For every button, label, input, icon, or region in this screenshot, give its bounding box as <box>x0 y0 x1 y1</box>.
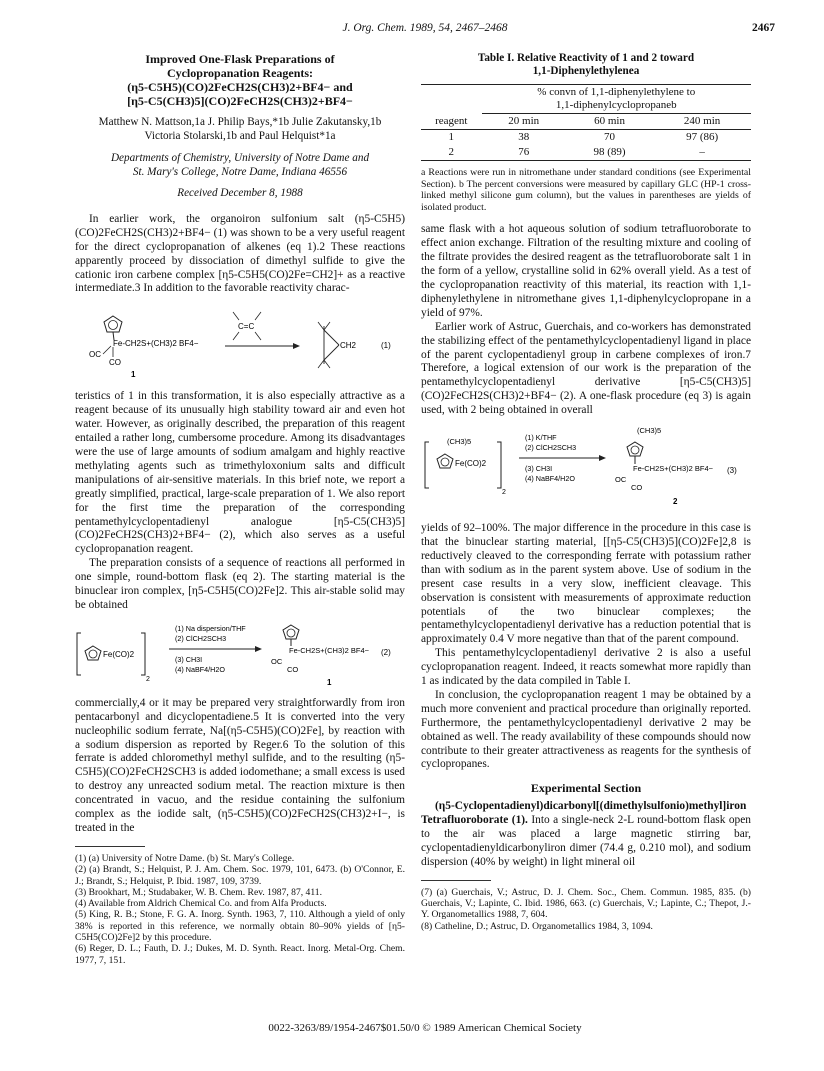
dimer-formula: Fe(CO)2 <box>455 459 487 469</box>
equation-number-2: (2) <box>381 647 391 657</box>
footnote-5: (5) King, R. B.; Stone, F. G. A. Inorg. Synth. 1963, 7, 110. Although a yield of only 38% is reported in this reference, we normally obtain 80–90% yields of [η5-C5H5(CO)2Fe]2 by this procedure. <box>75 909 405 943</box>
step-1: (1) K/THF <box>525 433 557 443</box>
experimental-paragraph <box>421 800 751 870</box>
product-label: 1 <box>327 677 332 687</box>
product-oc: OC <box>271 656 283 666</box>
equation-3-scheme <box>421 424 751 516</box>
paragraph-potassium: yields of 92–100%. The major difference in the procedure in this case is that the binuclear starting material, [[η5-C5(CH3)5](CO)2Fe]2,8 is reductively cleaved to the corresponding ferrate with potassium rather than with sodium as in the parent system above. Use of sodium in the present case results in a very slow, inefficient cleavage. This observation is consistent with measurements of approximate reduction potentials of the two binuclear complexes; the pentamethylcyclopentadienyl derivative has a reduction potential that is approximately 0.4 V more negative than that of the parent compound. <box>421 522 751 646</box>
step-2: (2) ClCH2SCH3 <box>175 633 227 643</box>
right-column <box>421 52 751 932</box>
table-row: 2 76 98 (89) – <box>421 145 751 161</box>
footnote-2: (2) (a) Brandt, S.; Helquist, P. J. Am. Chem. Soc. 1979, 101, 6473. (b) O'Connor, E. J.; Brandt, S.; Helquist, P. Ibid. 1987, 109, 3739. <box>75 864 405 887</box>
footnote-8: (8) Catheline, D.; Astruc, D. Organometallics 1984, 3, 1094. <box>421 920 653 932</box>
experimental-subheading: (η5-Cyclopentadienyl)dicarbonyl[(dimethylsulfonio)methyl]iron Tetrafluoroborate (1). <box>421 800 747 827</box>
cp-star-substituent: (CH3)5 <box>447 437 472 447</box>
col-20-min: 20 min <box>482 114 566 130</box>
step-4: (4) NaBF4/H2O <box>525 474 575 484</box>
dimer-subscript: 2 <box>502 489 506 497</box>
equation-2-scheme <box>75 619 405 691</box>
paragraph-derivative-2: This pentamethylcyclopentadienyl derivative 2 is also a useful cyclopropanation reagent. Indeed, it reacts somewhat more rapidly than 1 as indicated by the data compiled in Table I. <box>421 647 751 688</box>
product-cp-star-substituent: (CH3)5 <box>637 426 662 436</box>
footnote-6: (6) Reger, D. L.; Fauth, D. J.; Dukes, M. D. Synth. React. Inorg. Metal-Org. Chem. 1977, 7, 151. <box>75 943 405 966</box>
dimer-subscript: 2 <box>146 675 150 683</box>
step-3: (3) CH3I <box>175 654 203 664</box>
table-header-row <box>421 114 751 130</box>
article-title: Improved One-Flask Preparations of Cyclopropanation Reagents: (η5-C5H5)(CO)2FeCH2S(CH3)2+BF4− and [η5-C5(CH3)5](CO)2FeCH2S(CH3)2+BF4− <box>127 52 353 108</box>
step-2: (2) ClCH2SCH3 <box>525 443 577 453</box>
paragraph-conclusion: In conclusion, the cyclopropanation reagent 1 may be obtained by a much more convenient and practical procedure than originally reported. Furthermore, the pentamethylcyclopentadienyl derivative 2 may be obtained as well. The ready availability of these compounds should now contribute to their greater attractiveness as reagents for the synthesis of cyclopropanes. <box>421 688 751 771</box>
ring-aromatic-circle <box>109 321 118 330</box>
dimer-formula: Fe(CO)2 <box>103 649 135 659</box>
product-co: CO <box>631 483 643 493</box>
product-co: CO <box>287 664 299 674</box>
paragraph-astruc: Earlier work of Astruc, Guerchais, and co-workers has demonstrated the stabilizing effect of the pentamethylcyclopentadienyl ligand in place of the parent cyclopentadienyl group in carbene complexes of iron.7 Therefore, a logical extension of our work is the preparation of the pentamethylcyclopentadienyl derivative [η5-C5(CH3)5](CO)2FeCH2S(CH3)2+BF4− (2). A one-flask procedure (eq 3) is again used, with 2 being obtained in overall <box>421 320 751 417</box>
product-formula: Fe-CH2S+(CH3)2 BF4− <box>289 645 370 655</box>
paragraph-anion-exchange: same flask with a hot aqueous solution of sodium tetrafluoroborate to effect anion exchange. Filtration of the resulting mixture and cooling of the filtrate provides the desired reagent as the tetrafluoroborate salt 1 in the form of a yellow, crystalline solid in 62% overall yield. As a test of the cyclopropanation reactivity of this material, its reaction with 1,1-diphenylethylene in nitromethane gives 1,1-diphenylcyclopropane in a yield of 97%. <box>421 223 751 319</box>
paragraph-procedure: commercially,4 or it may be prepared very straightforwardly from iron pentacarbonyl and dicyclopentadiene.5 It is converted into the very nucleophilic sodium ferrate, Na[(η5-C5H5)(CO)2Fe], by reaction with a sodium dispersion as reported by Reger.6 To the solution of this ferrate is added chloromethyl methyl sulfide, and to the resulting (η5-C5H5)(CO)2FeCH2SCH3 is added iodomethane; a small excess is used to destroy any unreacted sodium metal. The reaction mixture is then concentrated in vacuo, and the residue containing the sulfonium complex as the iodide salt, (η5-C5H5)(CO)2FeCH2S(CH3)2+I−, is treated in the <box>75 696 405 834</box>
product-ch2: CH2 <box>340 341 357 351</box>
carbonyl-co: CO <box>109 358 121 368</box>
step-3: (3) CH3I <box>525 464 553 474</box>
running-header <box>75 22 775 40</box>
copyright-footer: 0022-3263/89/1954-2467$01.50/0 © 1989 American Chemical Society <box>268 1022 582 1034</box>
product-oc: OC <box>615 475 627 485</box>
equation-number-3: (3) <box>727 466 737 476</box>
reactivity-table <box>421 84 751 161</box>
compound-label-1: 1 <box>131 370 136 380</box>
received-date: Received December 8, 1988 <box>177 187 303 199</box>
experimental-heading: Experimental Section <box>530 781 642 796</box>
footnote-divider <box>421 880 491 881</box>
step-4: (4) NaBF4/H2O <box>175 664 225 674</box>
product-formula: Fe-CH2S+(CH3)2 BF4− <box>633 464 714 474</box>
footnote-3: (3) Brookhart, M.; Studabaker, W. B. Chem. Rev. 1987, 87, 411. <box>75 886 322 898</box>
footnote-4: (4) Available from Aldrich Chemical Co. and from Alfa Products. <box>75 898 327 910</box>
page-number: 2467 <box>752 22 775 34</box>
table-row <box>421 85 751 114</box>
footnote-1: (1) (a) University of Notre Dame. (b) St. Mary's College. <box>75 852 295 864</box>
paragraph-preparation: The preparation consists of a sequence of reactions all performed in one simple, round-bottom flask (eq 2). The starting material is the binuclear iron complex, [η5-C5H5(CO)2Fe]2. This air-stable solid may be obtained <box>75 557 405 611</box>
paragraph-intro: In earlier work, the organoiron sulfonium salt (η5-C5H5)(CO)2FeCH2S(CH3)2+BF4− (1) was shown to be a very useful reagent for the direct cyclopropanation of alkenes (eq 1).2 These reactions apparently proceed by dissociation of dimethyl sulfide to give the cationic iron carbene complex [η5-C5H5(CO)2Fe=CH2]+ as a reactive intermediate.3 In addition to the favorable reactivity charac- <box>75 212 405 295</box>
table-row: 1 38 70 97 (86) <box>448 131 719 143</box>
equation-1-scheme <box>75 302 405 384</box>
reagent-formula: Fe-CH2S+(CH3)2 BF4− <box>113 339 199 349</box>
product-label: 2 <box>673 497 678 507</box>
table-title: Table I. Relative Reactivity of 1 and 2 toward 1,1-Diphenylethylenea <box>477 52 695 77</box>
author-list: Matthew N. Mattson,1a J. Philip Bays,*1b Julie Zakutansky,1b Victoria Stolarski,1b and Paul Helquist*1a <box>98 116 382 142</box>
journal-citation: J. Org. Chem. 1989, 54, 2467–2468 <box>342 22 508 34</box>
step-1: (1) Na dispersion/THF <box>175 623 246 633</box>
left-column <box>75 52 405 966</box>
col-60-min: 60 min <box>566 114 653 130</box>
paragraph-reactivity: teristics of 1 in this transformation, it is also especially attractive as a reagent because of its unusually high stability toward air and even hot water. However, as originally described, the preparation of this reagent entailed a rather long, cumbersome procedure. Among its disadvantages were the use of large amounts of sodium amalgam and highly reactive methylating agents such as trimethyloxonium salts and difficult manipulations of air-sensitive materials. In this brief note, we report a greatly simplified, practical, large-scale preparation of 1. We also report for the first time the preparation of the corresponding pentamethylcyclopentadienyl analogue [η5-C5(CH3)5](CO)2FeCH2S(CH3)2+BF4− (2), which also serves as a useful cyclopropanation reagent. <box>75 390 405 556</box>
affiliation: Departments of Chemistry, University of Notre Dame and St. Mary's College, Notre Dame, Indiana 46556 <box>110 152 370 178</box>
carbonyl-oc: OC <box>89 350 101 360</box>
alkene-label: C=C <box>238 322 255 332</box>
span-header: % convn of 1,1-diphenylethylene to 1,1-diphenylcyclopropaneb <box>482 85 751 114</box>
table-notes: a Reactions were run in nitromethane under standard conditions (see Experimental Section). b The percent conversions were measured by capillary GLC (HP-1 cross-linked methyl silicone gum column), but the values in parentheses are yields of isolated product. <box>421 167 751 213</box>
experimental-text: Into a single-neck 2-L round-bottom flask open to the air was placed a large magnetic stirring bar, cyclopentadienyldicarbonyliron dimer (74.4 g, 0.210 mol), and sodium dispersion (40% by weight) in light mineral oil <box>421 814 751 868</box>
col-reagent: reagent <box>421 114 482 130</box>
footnote-7: (7) (a) Guerchais, V.; Astruc, D. J. Chem. Soc., Chem. Commun. 1985, 835. (b) Guerchais, V.; Lapinte, C. Ibid. 1986, 663. (c) Guerchais, V.; Lapinte, C.; Thepot, J.-Y. Organometallics 1988, 7, 604. <box>421 886 751 921</box>
col-240-min: 240 min <box>653 114 751 130</box>
equation-number-1: (1) <box>381 341 391 351</box>
footnote-divider <box>75 846 145 847</box>
